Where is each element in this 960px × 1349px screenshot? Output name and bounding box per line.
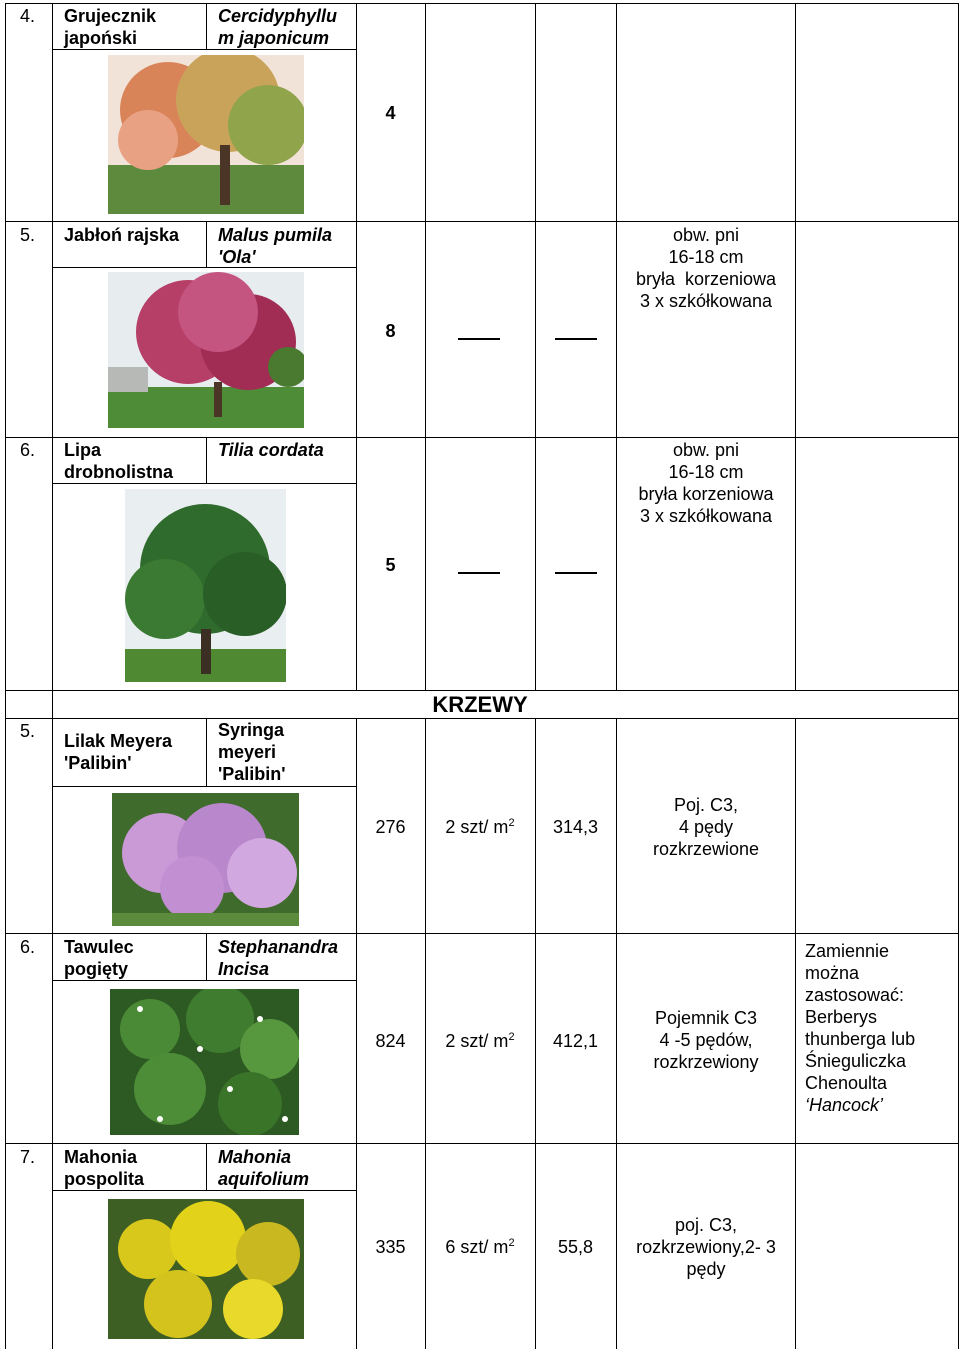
spec-cell: Poj. C3, 4 pędy rozkrzewione [652,795,760,859]
area-value: 824 [375,1031,406,1051]
empty-dash [458,572,500,574]
spec-cell: obw. pni 16-18 cm bryła korzeniowa 3 x szkółkowana [635,225,777,311]
latin-name: Tilia cordata [218,440,324,460]
density-value: 2 szt/ $m^2$ [445,817,515,837]
quantity: 5 [385,555,396,575]
empty-dash [555,572,597,574]
empty-dash [555,338,597,340]
empty-dash [458,338,500,340]
total-value: 55,8 [557,1237,594,1257]
area-value: 335 [375,1237,406,1257]
row-number: 6. [20,440,36,460]
plant-name: Lipa drobnolistna [64,440,173,482]
tree-photo-grujecznik [108,55,304,214]
density-value: 2 szt/ $m^2$ [445,1031,515,1051]
row-number: 5. [20,721,36,741]
row-number: 6. [20,937,36,957]
latin-name: Cercidyphyllum japonicum [218,6,338,48]
latin-name: Malus pumila 'Ola' [218,225,333,267]
plant-name: Mahonia pospolita [64,1147,144,1189]
area-value: 276 [375,817,406,837]
plant-name: Jabłoń rajska [64,225,180,245]
tree-photo-lipa [125,489,286,682]
quantity: 4 [385,103,396,123]
quantity: 8 [385,321,396,341]
spec-cell: Pojemnik C3 4 -5 pędów, rozkrzewiony [653,1008,759,1072]
total-value: 314,3 [552,817,599,837]
plant-name: Lilak Meyera 'Palibin' [64,731,173,773]
tree-photo-jablon [108,272,304,428]
latin-name: Mahonia aquifolium [218,1147,309,1189]
shrub-photo-tawulec [110,989,299,1135]
total-value: 412,1 [552,1031,599,1051]
spec-cell: obw. pni 16-18 cm bryła korzeniowa 3 x szkółkowana [638,440,774,526]
density-value: 6 szt/ $m^2$ [445,1237,515,1257]
spec-cell: poj. C3, rozkrzewiony,2- 3 pędy [636,1215,776,1279]
latin-name: Syringa meyeri 'Palibin' [218,720,286,784]
plant-name: Tawulec pogięty [64,937,134,979]
shrub-photo-mahonia [108,1199,304,1339]
latin-name: Stephanandra Incisa [218,937,339,979]
row-number: 5. [20,225,36,245]
note-cell: Zamiennie można zastosować: Berberys thunberga lub Śnieguliczka Chenoulta ‘Hancock’ [805,941,916,1115]
plant-name: Grujecznik japoński [64,6,157,48]
shrub-photo-lilak [112,793,299,926]
row-number: 4. [20,6,36,26]
section-heading: KRZEWY [432,692,528,717]
row-number: 7. [20,1147,36,1167]
